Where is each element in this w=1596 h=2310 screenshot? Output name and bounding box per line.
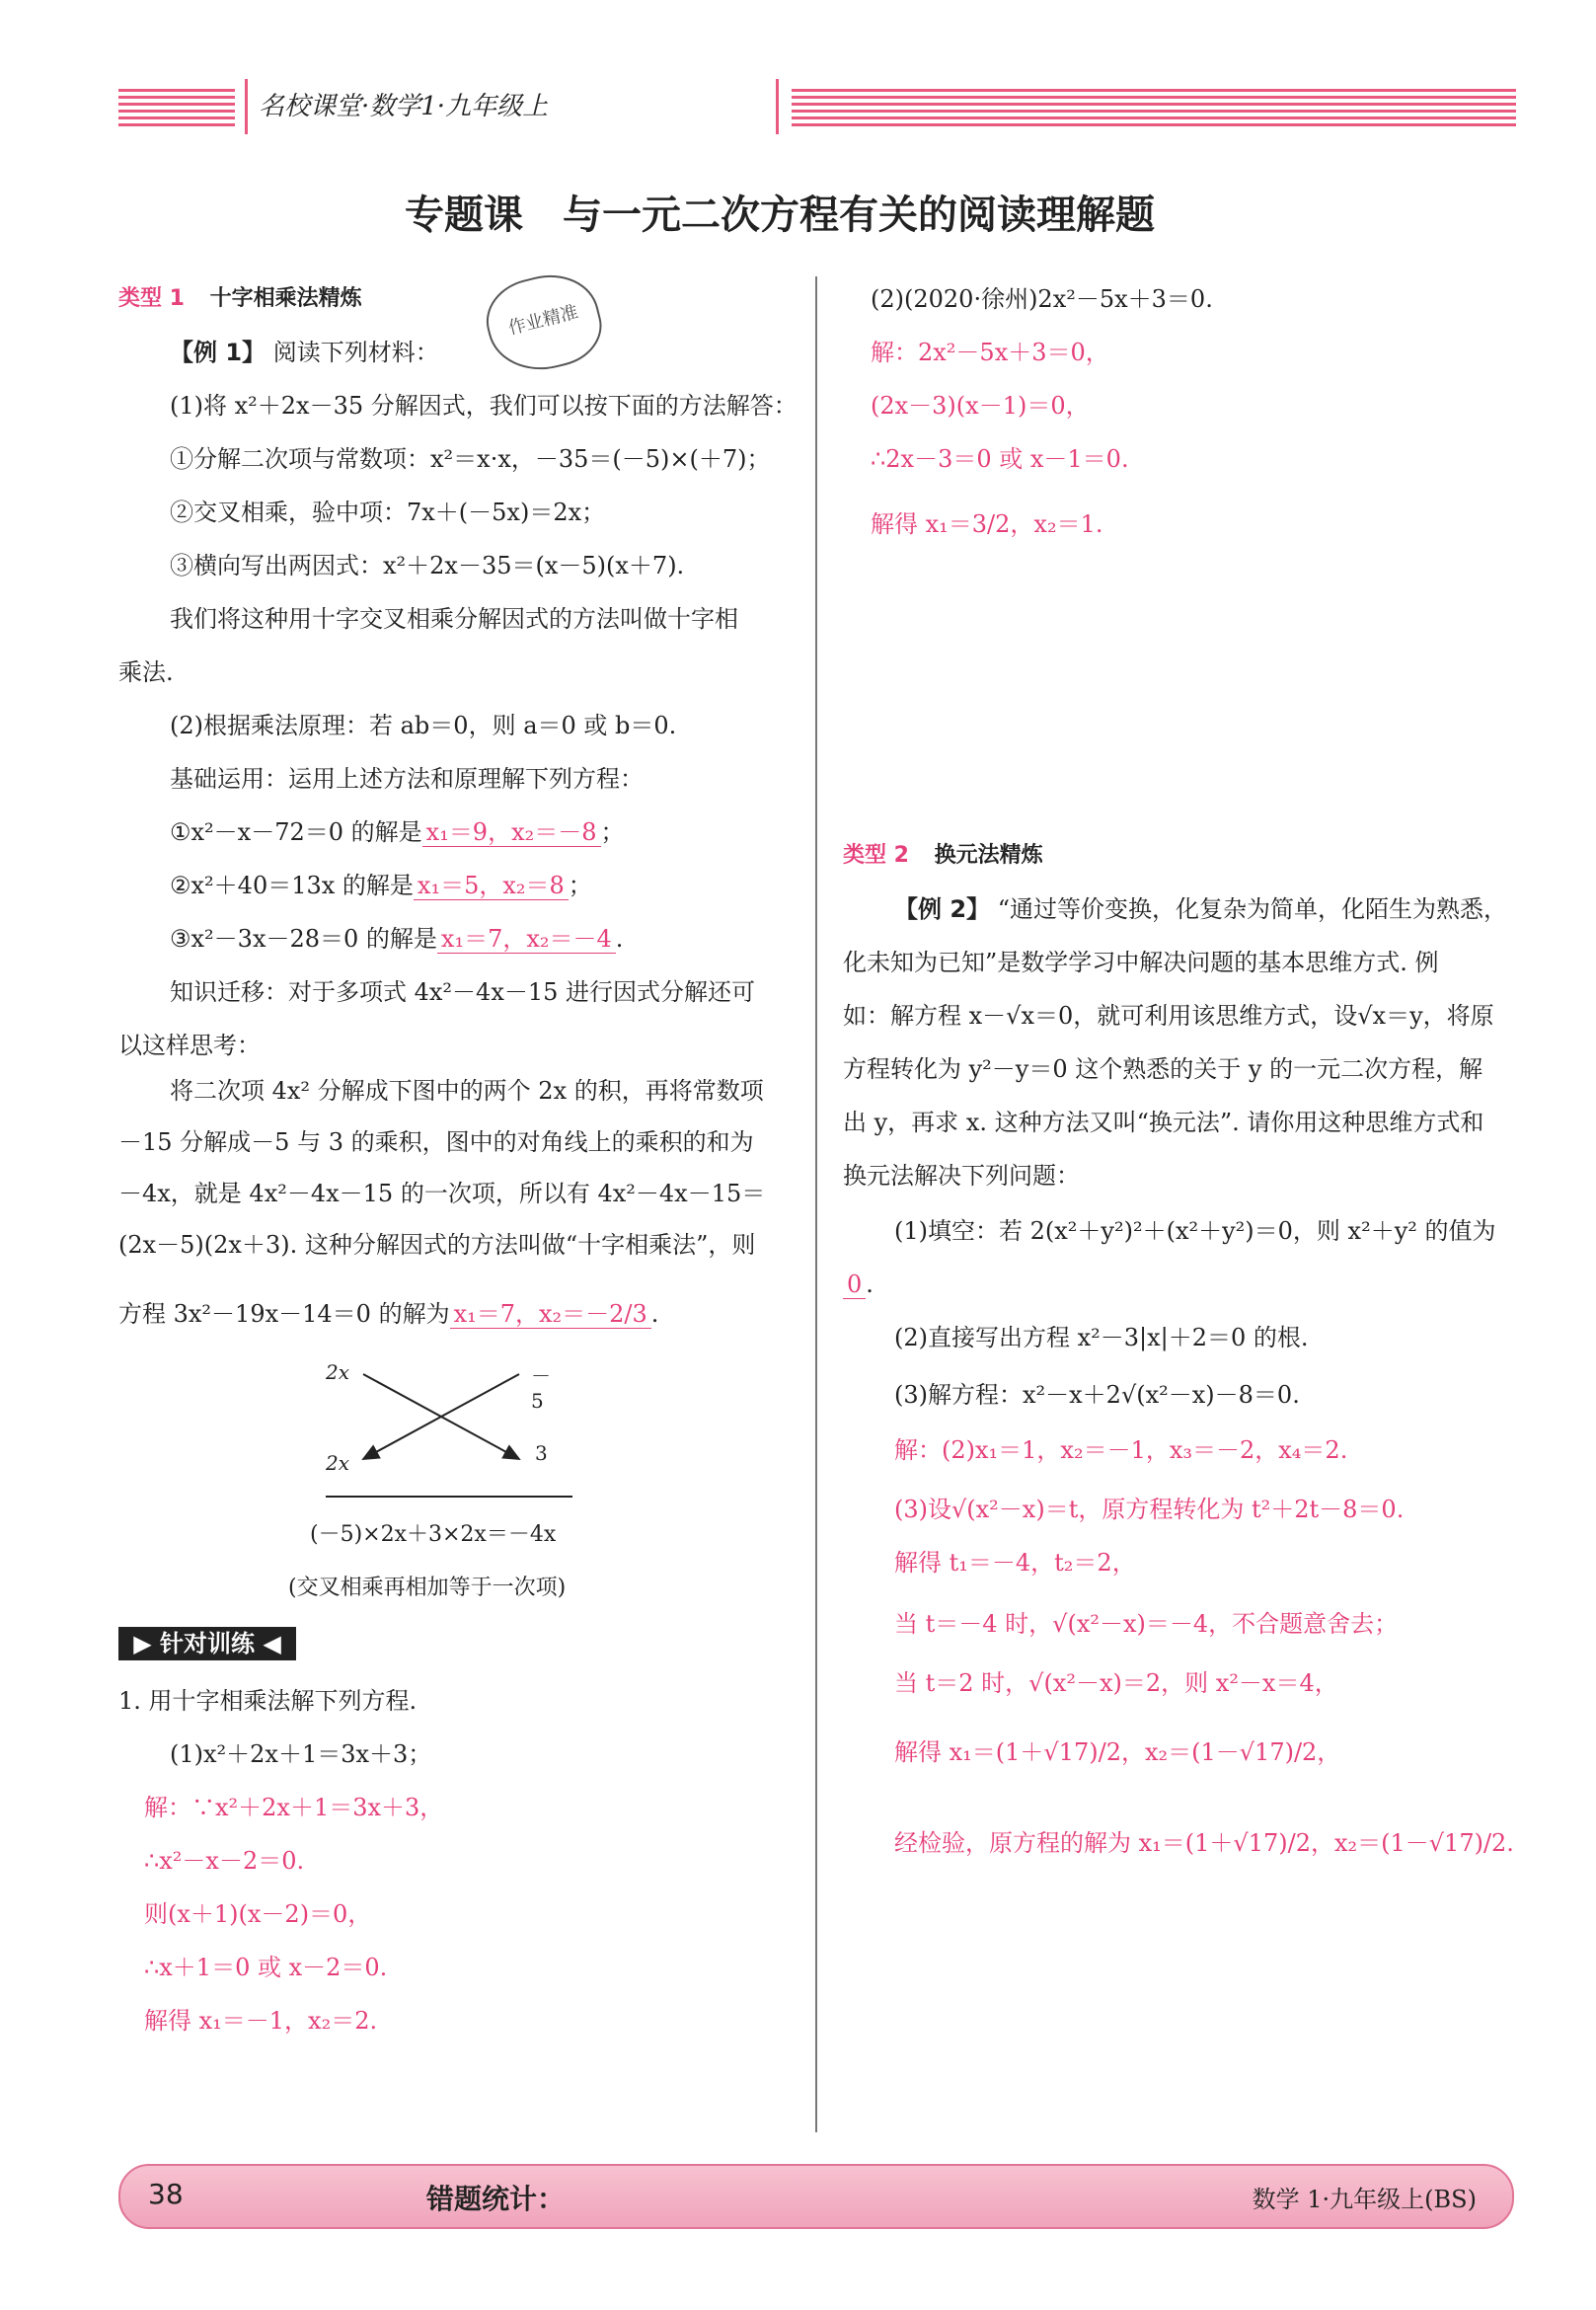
ex2-line-3: 如：解方程 x－√x＝0，就可利用该思维方式，设√x＝y，将原	[843, 1002, 1494, 1030]
cross-arrows	[316, 1352, 553, 1481]
ex2-line-8	[843, 1268, 874, 1301]
ex1-para-14: (2x－5)(2x＋3). 这种分解因式的方法叫做“十字相乘法”，则	[118, 1231, 756, 1259]
ex1-line	[170, 336, 439, 369]
ex2-line-10: (3)解方程：x²－x＋2√(x²－x)－8＝0.	[894, 1381, 1300, 1409]
type1-label: 类型 1	[118, 286, 185, 311]
ex1-para-6: 乘法.	[118, 658, 174, 686]
solution-line-4: ∴x＋1＝0 或 x－2＝0.	[144, 1954, 388, 1981]
cross-tl: 2x	[326, 1360, 350, 1384]
ex1-intro: 阅读下列材料：	[272, 339, 439, 366]
ex2-answer-4: 当 t＝－4 时，√(x²－x)＝－4，不合题意舍去；	[894, 1610, 1399, 1638]
type2-label: 类型 2	[843, 843, 909, 868]
ex2-answer-6: 解得 x₁＝(1＋√17)/2，x₂＝(1－√17)/2，	[894, 1738, 1341, 1766]
ex1-para-10: 以这样思考：	[118, 1032, 261, 1059]
header-divider-right	[776, 79, 779, 134]
ex1-para-11: 将二次项 4x² 分解成下图中的两个 2x 的积，再将常数项	[170, 1077, 764, 1105]
ex2-answer-1: 解：(2)x₁＝1，x₂＝－1，x₃＝－2，x₄＝2.	[894, 1436, 1348, 1464]
header-divider	[245, 79, 248, 134]
right-sol-3: ∴2x－3＝0 或 x－1＝0.	[871, 445, 1129, 473]
cross-equation: (－5)×2x＋3×2x＝－4x	[310, 1522, 557, 1547]
ex2-answer-7: 经检验，原方程的解为 x₁＝(1＋√17)/2，x₂＝(1－√17)/2.	[894, 1829, 1514, 1857]
ex2-line-2: 化未知为已知”是数学学习中解决问题的基本思维方式. 例	[843, 949, 1439, 976]
ex1-para-5: 我们将这种用十字交叉相乘分解因式的方法叫做十字相	[170, 605, 738, 633]
cross-tr: －5	[531, 1364, 551, 1413]
ex1-para-1: (1)将 x²＋2x－35 分解因式，我们可以按下面的方法解答：	[170, 392, 798, 420]
type2-title: 换元法精炼	[934, 843, 1043, 868]
ex1-para-12: －15 分解成－5 与 3 的乘积，图中的对角线上的乘积的和为	[118, 1128, 754, 1156]
type1-heading	[118, 282, 362, 316]
question-3-answer: x₁＝7，x₂＝－4	[437, 925, 616, 954]
ex1-para-8: 基础运用：运用上述方法和原理解下列方程：	[170, 765, 644, 793]
question-3-end: .	[615, 925, 624, 953]
stamp-logo	[478, 265, 609, 382]
solution-line-5: 解得 x₁＝－1，x₂＝2.	[144, 2007, 378, 2035]
right-sol-4: 解得 x₁＝3/2，x₂＝1.	[871, 510, 1103, 538]
ex1-para-7: (2)根据乘法原理：若 ab＝0，则 a＝0 或 b＝0.	[170, 712, 677, 739]
question-2-end: ；	[568, 872, 592, 899]
ex2-line-1-text: “通过等价变换，化复杂为简单，化陌生为熟悉，	[997, 895, 1507, 923]
header-text: 名校课堂·数学1·九年级上	[259, 92, 549, 121]
solution-line-2: ∴x²－x－2＝0.	[144, 1847, 305, 1875]
ex1-para-13: －4x，就是 4x²－4x－15 的一次项，所以有 4x²－4x－15＝	[118, 1180, 766, 1207]
stamp-text: 作业精准	[505, 301, 580, 340]
solution-line-1: 解：∵x²＋2x＋1＝3x＋3，	[144, 1794, 444, 1821]
header-stripes-right	[792, 89, 1516, 128]
ex2-fill-answer: 0	[843, 1270, 866, 1299]
question-1-text: ①x²－x－72＝0 的解是	[170, 818, 422, 846]
ex1-para-15-end: .	[650, 1300, 659, 1328]
ex2-fill-end: .	[866, 1270, 874, 1298]
ex1-para-9: 知识迁移：对于多项式 4x²－4x－15 进行因式分解还可	[170, 978, 756, 1006]
ex1-label: 【例 1】	[170, 339, 266, 366]
right-sol-1: 解：2x²－5x＋3＝0，	[871, 339, 1109, 366]
type2-heading	[843, 839, 1043, 873]
cross-diagram	[316, 1352, 553, 1481]
question-1-answer: x₁＝9，x₂＝－8	[422, 818, 601, 847]
question-2-text: ②x²＋40＝13x 的解是	[170, 872, 414, 899]
ex2-answer-2: (3)设√(x²－x)＝t，原方程转化为 t²＋2t－8＝0.	[894, 1496, 1405, 1523]
question-1	[170, 815, 625, 849]
cross-note: (交叉相乘再相加等于一次项)	[288, 1576, 567, 1600]
ex2-label: 【例 2】	[894, 895, 991, 923]
ex2-line-1	[894, 892, 1507, 926]
ex2-line-5: 出 y，再求 x. 这种方法又叫“换元法”. 请你用这种思维方式和	[843, 1109, 1484, 1136]
ex1-para-15-text: 方程 3x²－19x－14＝0 的解为	[118, 1300, 450, 1328]
header-stripes-left	[118, 89, 235, 128]
question-2	[170, 869, 592, 902]
footer-bar	[118, 2164, 1514, 2229]
ex2-line-4: 方程转化为 y²－y＝0 这个熟悉的关于 y 的一元二次方程，解	[843, 1055, 1483, 1083]
ex1-para-4: ③横向写出两因式：x²＋2x－35＝(x－5)(x＋7).	[170, 552, 685, 579]
column-divider	[815, 276, 817, 2132]
ex2-line-7: (1)填空：若 2(x²＋y²)²＋(x²＋y²)＝0，则 x²＋y² 的值为	[894, 1217, 1496, 1245]
cross-underline	[326, 1496, 572, 1498]
question-2-answer: x₁＝5，x₂＝8	[414, 872, 569, 900]
ex1-para-15	[118, 1297, 658, 1331]
training-label: 针对训练	[160, 1630, 255, 1657]
training-tag: ▶ 针对训练 ◀	[118, 1627, 296, 1660]
question-1-end: ；	[600, 818, 625, 846]
training-q1: 1. 用十字相乘法解下列方程.	[118, 1687, 418, 1715]
question-3-text: ③x²－3x－28＝0 的解是	[170, 925, 437, 953]
type1-title: 十字相乘法精炼	[209, 286, 362, 311]
ex2-line-9: (2)直接写出方程 x²－3|x|＋2＝0 的根.	[894, 1324, 1309, 1351]
error-stat-label: 错题统计：	[426, 2183, 566, 2215]
cross-br: 3	[535, 1441, 548, 1465]
right-q2: (2)(2020·徐州)2x²－5x＋3＝0.	[871, 285, 1213, 313]
ex2-line-6: 换元法解决下列问题：	[843, 1162, 1080, 1190]
ex2-answer-5: 当 t＝2 时，√(x²－x)＝2，则 x²－x＝4，	[894, 1669, 1338, 1697]
ex1-para-2: ①分解二次项与常数项：x²＝x·x，－35＝(－5)×(＋7)；	[170, 445, 771, 473]
solution-line-3: 则(x＋1)(x－2)＝0，	[144, 1900, 372, 1928]
ex2-answer-3: 解得 t₁＝－4，t₂＝2，	[894, 1549, 1136, 1577]
ex1-para-3: ②交叉相乘，验中项：7x＋(－5x)＝2x；	[170, 499, 606, 526]
footer-book-label: 数学 1·九年级上(BS)	[1252, 2186, 1477, 2213]
page-title: 专题课 与一元二次方程有关的阅读理解题	[405, 192, 1155, 238]
page-number: 38	[148, 2178, 184, 2210]
ex1-para-15-answer: x₁＝7，x₂＝－2/3	[450, 1300, 651, 1329]
training-q1-1: (1)x²＋2x＋1＝3x＋3；	[170, 1740, 432, 1768]
cross-bl: 2x	[326, 1451, 350, 1475]
right-sol-2: (2x－3)(x－1)＝0，	[871, 392, 1090, 420]
question-3	[170, 922, 623, 956]
